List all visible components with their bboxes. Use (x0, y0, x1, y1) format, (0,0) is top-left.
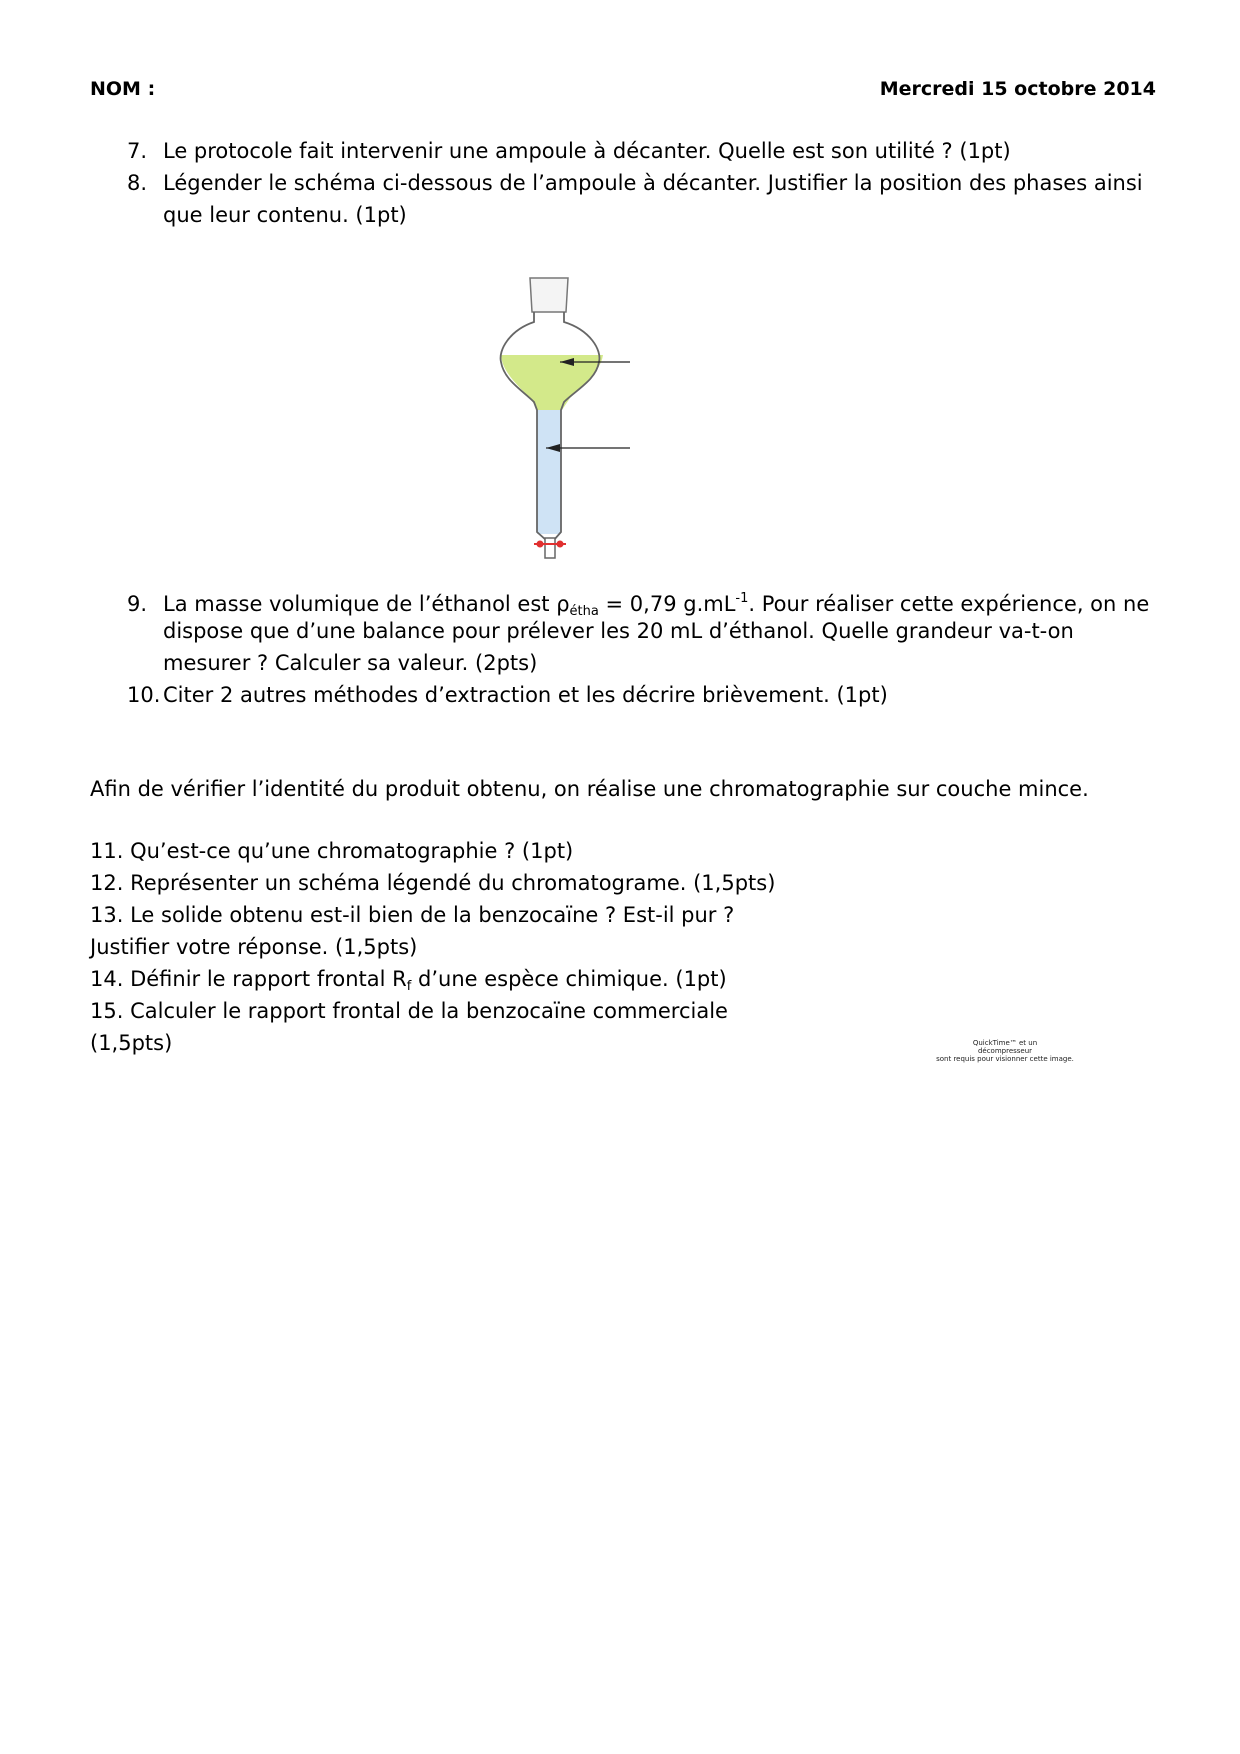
question-number: 10. (127, 683, 161, 707)
question-text: 14. Définir le rapport frontal R (90, 967, 407, 991)
density-value: = 0,79 g.mL (598, 592, 736, 616)
question-text: La masse volumique de l’éthanol est (163, 592, 557, 616)
question-15-line2: (1,5pts) (90, 1031, 173, 1055)
question-7 (127, 137, 1011, 165)
question-11: 11. Qu’est-ce qu’une chromatographie ? (1pt) (90, 839, 574, 863)
question-text: Le protocole fait intervenir une ampoule à décanter. Quelle est son utilité ? (1pt) (163, 139, 1011, 163)
question-number: 7. (127, 139, 148, 163)
question-12: 12. Représenter un schéma légendé du chromatograme. (1,5pts) (90, 871, 776, 895)
question-10 (127, 681, 888, 709)
question-text-end: d’une espèce chimique. (1pt) (411, 967, 727, 991)
rf-subscript: f (406, 979, 412, 994)
separatory-funnel-diagram (490, 270, 650, 560)
question-number: 9. (127, 592, 148, 616)
question-number: 8. (127, 171, 148, 195)
question-8 (127, 169, 1143, 197)
question-15: 15. Calculer le rapport frontal de la benzocaïne commerciale (90, 999, 728, 1023)
question-text-end: . Pour réaliser cette expérience, on ne (748, 592, 1150, 616)
name-label: NOM : (90, 78, 156, 100)
quicktime-placeholder (930, 1039, 1080, 1063)
question-text: Citer 2 autres méthodes d’extraction et les décrire brièvement. (1pt) (163, 683, 888, 707)
question-13: 13. Le solide obtenu est-il bien de la benzocaïne ? Est-il pur ? (90, 903, 735, 927)
chromatography-intro: Afin de vérifier l’identité du produit obtenu, on réalise une chromatographie sur couche mince. (90, 777, 1089, 801)
outlet-tip (545, 538, 555, 558)
question-8-continued: que leur contenu. (1pt) (163, 203, 407, 227)
unit-exponent: -1 (735, 591, 749, 606)
stopper (530, 278, 568, 312)
lower-phase (537, 410, 561, 534)
question-9-line3: mesurer ? Calculer sa valeur. (2pts) (163, 651, 538, 675)
quicktime-line2: décompresseur (977, 1047, 1033, 1055)
quicktime-line3: sont requis pour visionner cette image. (936, 1055, 1074, 1063)
rho-symbol: ρ (556, 592, 570, 616)
question-14 (90, 965, 727, 1001)
rho-subscript: étha (569, 604, 599, 619)
question-13-line2: Justifier votre réponse. (1,5pts) (90, 935, 418, 959)
question-text: Légender le schéma ci-dessous de l’ampoule à décanter. Justifier la position des phases ainsi (163, 171, 1143, 195)
question-9-line2: dispose que d’une balance pour prélever les 20 mL d’éthanol. Quelle grandeur va-t-on (163, 619, 1074, 643)
exam-date: Mercredi 15 octobre 2014 (879, 78, 1156, 100)
quicktime-line1: QuickTime™ et un (972, 1039, 1038, 1047)
